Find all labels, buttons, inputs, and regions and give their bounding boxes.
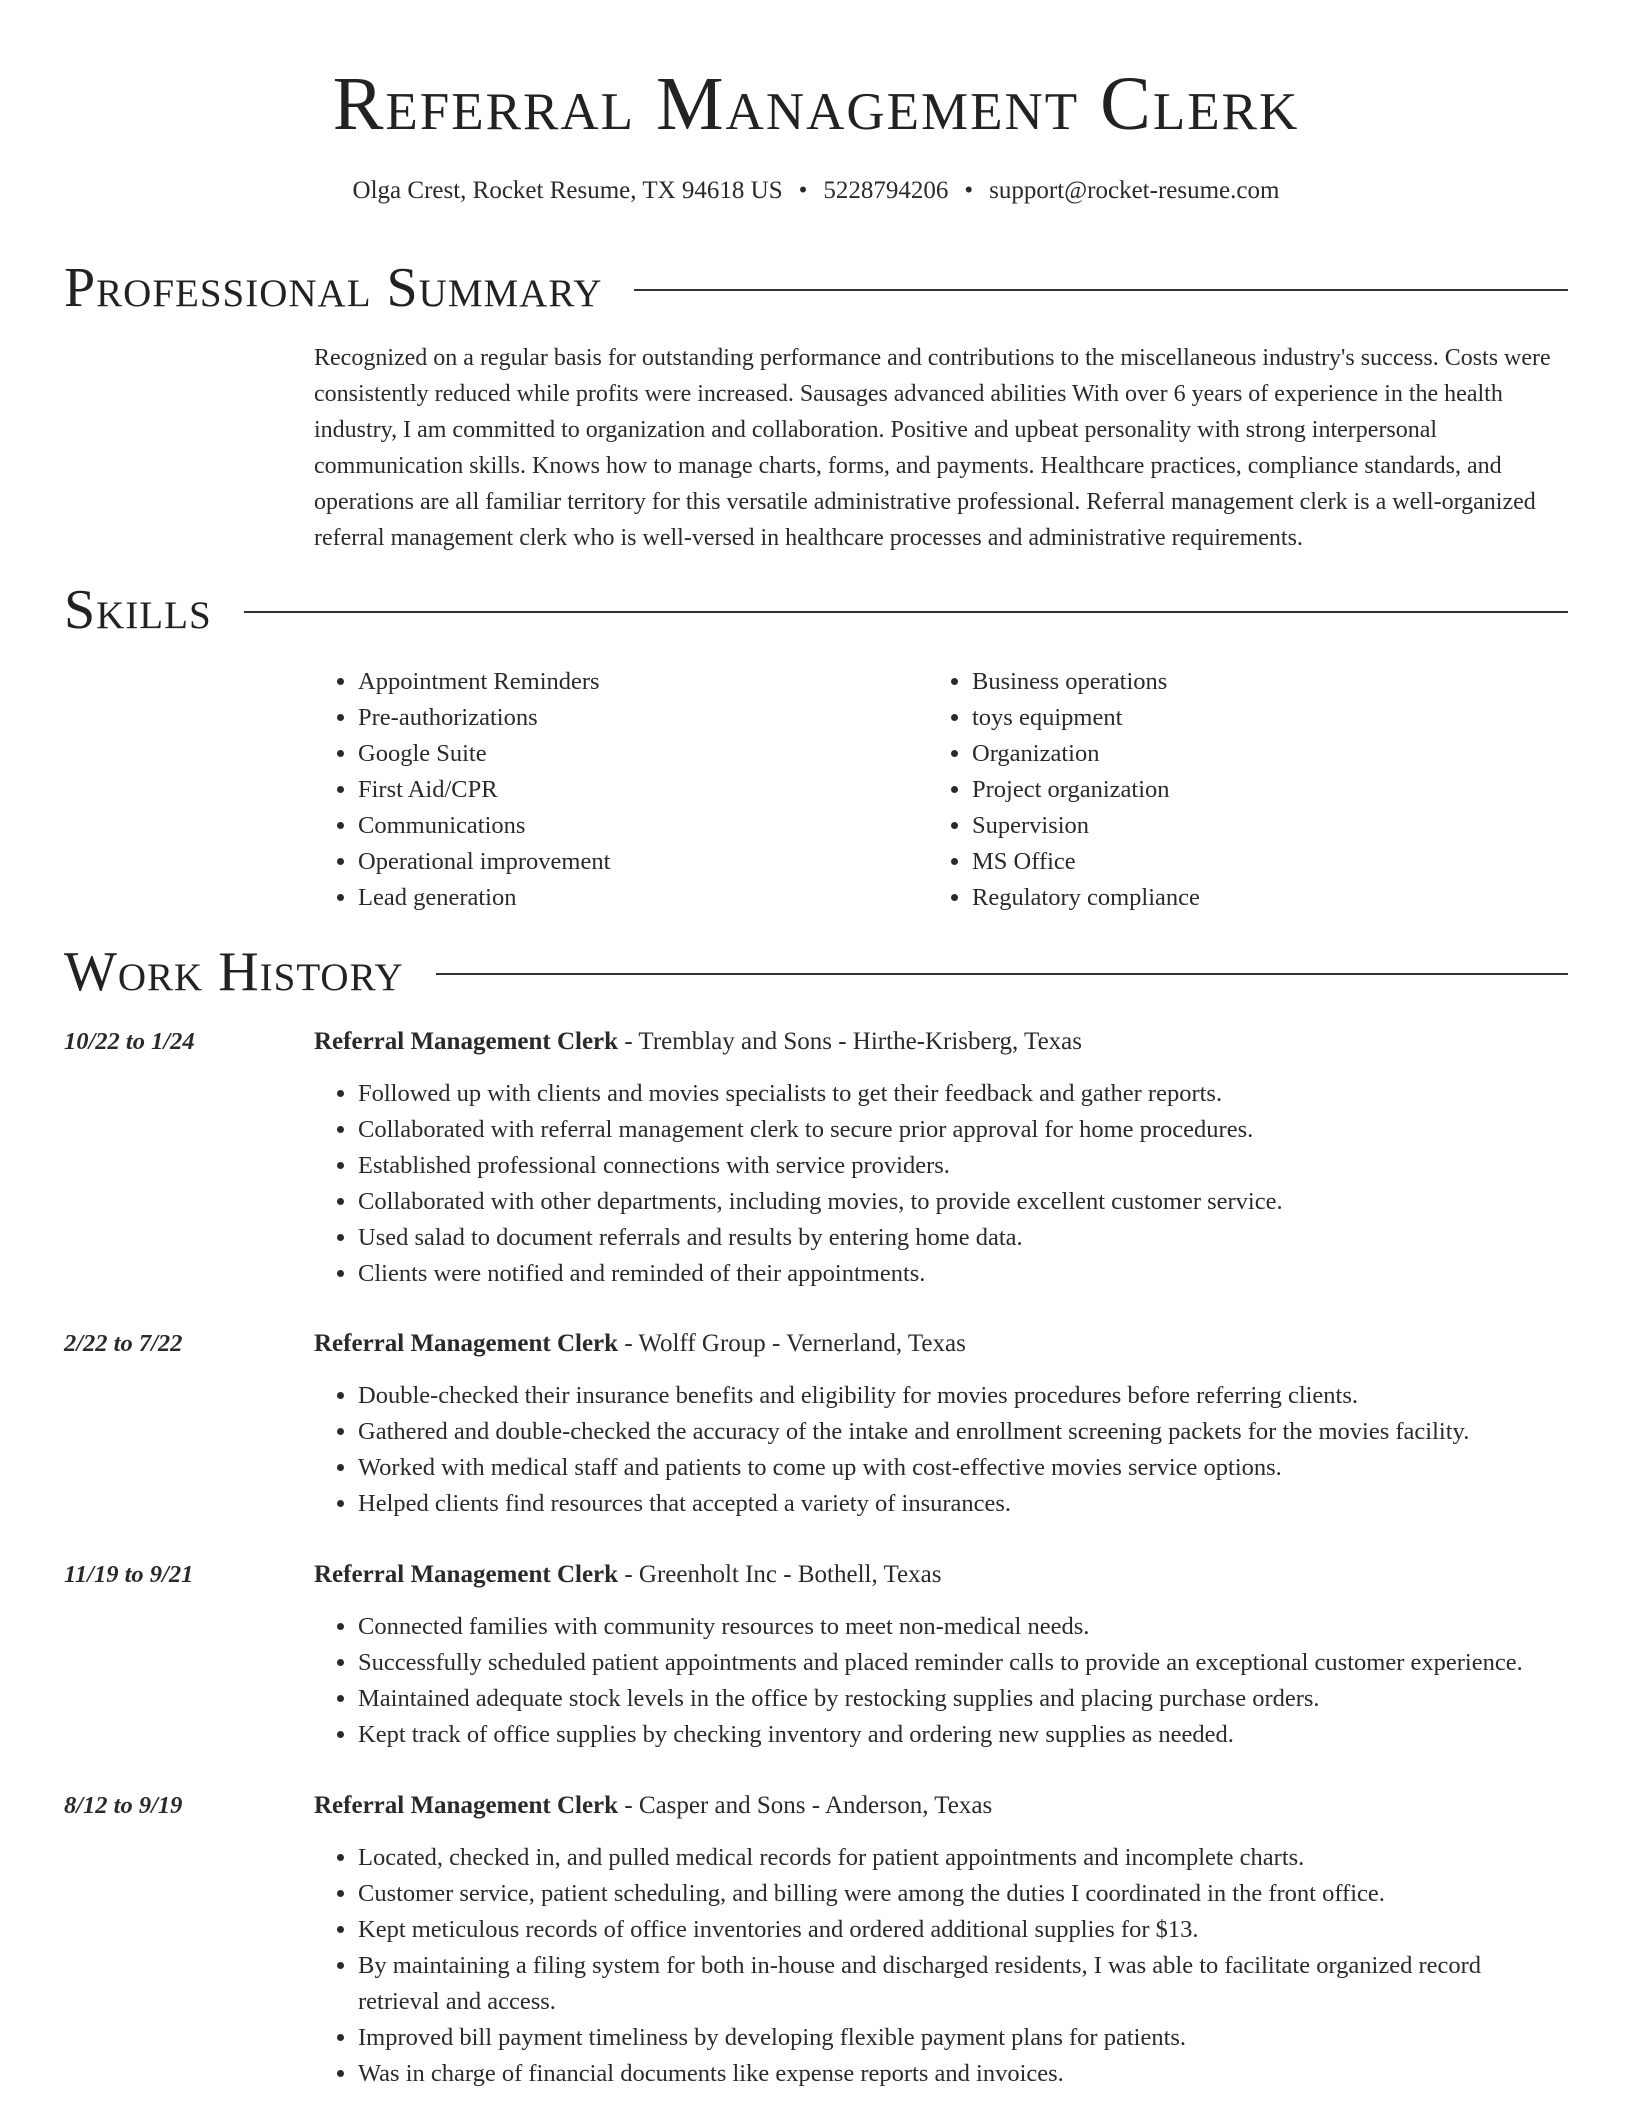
job-role: Referral Management Clerk — [314, 1792, 619, 1819]
summary-section-header — [64, 256, 1568, 320]
job-bullets — [314, 1378, 1568, 1522]
job-bullet: • Used salad to document referrals and results by entering home data. — [358, 1220, 1568, 1256]
job-company-location: - Casper and Sons - Anderson, Texas — [618, 1792, 993, 1819]
skill-item: • Pre-authorizations — [358, 700, 914, 736]
job-bullet: • Clients were notified and reminded of their appointments. — [358, 1256, 1568, 1292]
skill-item: • Google Suite — [358, 736, 914, 772]
job-dates: 2/22 to 7/22 — [64, 1330, 183, 1357]
contact-separator: • — [798, 177, 808, 204]
job-bullet: • Was in charge of financial documents like expense reports and invoices. — [358, 2056, 1568, 2092]
skills-left-column — [314, 664, 914, 916]
skills-section-title: Skills — [64, 579, 212, 641]
skill-item: • Communications — [358, 808, 914, 844]
job-bullet: • Improved bill payment timeliness by developing flexible payment plans for patients. — [358, 2020, 1568, 2056]
job-role: Referral Management Clerk — [314, 1561, 619, 1588]
resume-name-title: Referral Management Clerk — [332, 62, 1300, 146]
skills-section-header — [64, 578, 1568, 642]
job-company-location: - Greenholt Inc - Bothell, Texas — [618, 1561, 942, 1588]
job-bullet: • Collaborated with other departments, including movies, to provide excellent customer service. — [358, 1184, 1568, 1220]
job-role: Referral Management Clerk — [314, 1330, 619, 1357]
skill-item: • Supervision — [972, 808, 1528, 844]
job-bullet: • By maintaining a filing system for both in-house and discharged residents, I was able to facilitate organized record retrieval and access. — [358, 1948, 1568, 2020]
work-section-header — [64, 940, 1568, 1004]
job-bullet: • Followed up with clients and movies specialists to get their feedback and gather reports. — [358, 1076, 1568, 1112]
skill-item: • Business operations — [972, 664, 1528, 700]
job-dates: 8/12 to 9/19 — [64, 1792, 183, 1819]
job-bullet: • Worked with medical staff and patients to come up with cost-effective movies service options. — [358, 1450, 1568, 1486]
skills-right-column — [928, 664, 1528, 916]
skill-item: • Organization — [972, 736, 1528, 772]
section-divider — [436, 973, 1568, 975]
skill-item: • Appointment Reminders — [358, 664, 914, 700]
summary-text: Recognized on a regular basis for outstanding performance and contributions to the miscellaneous industry's success. Costs were consistently reduced while profits were increased. Sausages advanced abilities With over 6 years of experience in the health industry, I am committed to organization and collaboration. Positive and upbeat personality with strong interpersonal communication skills. Knows how to manage charts, forms, and payments. Healthcare practices, compliance standards, and operations are all familiar territory for this versatile administrative professional. Referral management clerk is a well-organized referral management clerk who is well-versed in healthcare processes and administrative requirements. — [314, 345, 1551, 551]
skill-item: • Regulatory compliance — [972, 880, 1528, 916]
job-role: Referral Management Clerk — [314, 1028, 619, 1055]
job-bullets — [314, 1076, 1568, 1292]
summary-section-title: Professional Summary — [64, 257, 603, 319]
job-bullet: • Connected families with community resources to meet non-medical needs. — [358, 1609, 1568, 1645]
job-bullet: • Kept meticulous records of office inventories and ordered additional supplies for $13. — [358, 1912, 1568, 1948]
contact-email: support@rocket-resume.com — [989, 177, 1280, 204]
section-divider — [244, 611, 1568, 613]
contact-phone: 5228794206 — [823, 177, 949, 204]
job-dates: 10/22 to 1/24 — [64, 1028, 195, 1055]
contact-address: Olga Crest, Rocket Resume, TX 94618 US — [352, 177, 783, 204]
job-company-location: - Wolff Group - Vernerland, Texas — [618, 1330, 966, 1357]
skill-item: • MS Office — [972, 844, 1528, 880]
skills-list-right — [928, 664, 1528, 916]
skills-list-left — [314, 664, 914, 916]
job-bullet: • Gathered and double-checked the accuracy of the intake and enrollment screening packets for the movies facility. — [358, 1414, 1568, 1450]
job-bullets — [314, 1840, 1568, 2092]
job-bullets — [314, 1609, 1568, 1753]
skill-item: • Operational improvement — [358, 844, 914, 880]
section-divider — [634, 289, 1568, 291]
skill-item: • Project organization — [972, 772, 1528, 808]
job-title-line — [314, 1024, 1082, 1060]
contact-separator: • — [964, 177, 974, 204]
job-company-location: - Tremblay and Sons - Hirthe-Krisberg, Texas — [618, 1028, 1083, 1055]
skill-item: • First Aid/CPR — [358, 772, 914, 808]
job-title-line — [314, 1557, 941, 1593]
work-section-title: Work History — [64, 941, 404, 1003]
job-title-line — [314, 1788, 992, 1824]
job-bullet: • Located, checked in, and pulled medical records for patient appointments and incomplete charts. — [358, 1840, 1568, 1876]
job-bullet: • Customer service, patient scheduling, and billing were among the duties I coordinated in the front office. — [358, 1876, 1568, 1912]
job-bullet: • Helped clients find resources that accepted a variety of insurances. — [358, 1486, 1568, 1522]
job-bullet: • Maintained adequate stock levels in the office by restocking supplies and placing purchase orders. — [358, 1681, 1568, 1717]
job-bullet: • Established professional connections with service providers. — [358, 1148, 1568, 1184]
job-dates: 11/19 to 9/21 — [64, 1561, 194, 1588]
job-bullet: • Kept track of office supplies by checking inventory and ordering new supplies as needed. — [358, 1717, 1568, 1753]
job-title-line — [314, 1326, 966, 1362]
skill-item: • toys equipment — [972, 700, 1528, 736]
job-bullet: • Successfully scheduled patient appointments and placed reminder calls to provide an exceptional customer experience. — [358, 1645, 1568, 1681]
job-bullet: • Double-checked their insurance benefits and eligibility for movies procedures before referring clients. — [358, 1378, 1568, 1414]
contact-line — [0, 174, 1632, 208]
job-bullet: • Collaborated with referral management clerk to secure prior approval for home procedures. — [358, 1112, 1568, 1148]
skill-item: • Lead generation — [358, 880, 914, 916]
